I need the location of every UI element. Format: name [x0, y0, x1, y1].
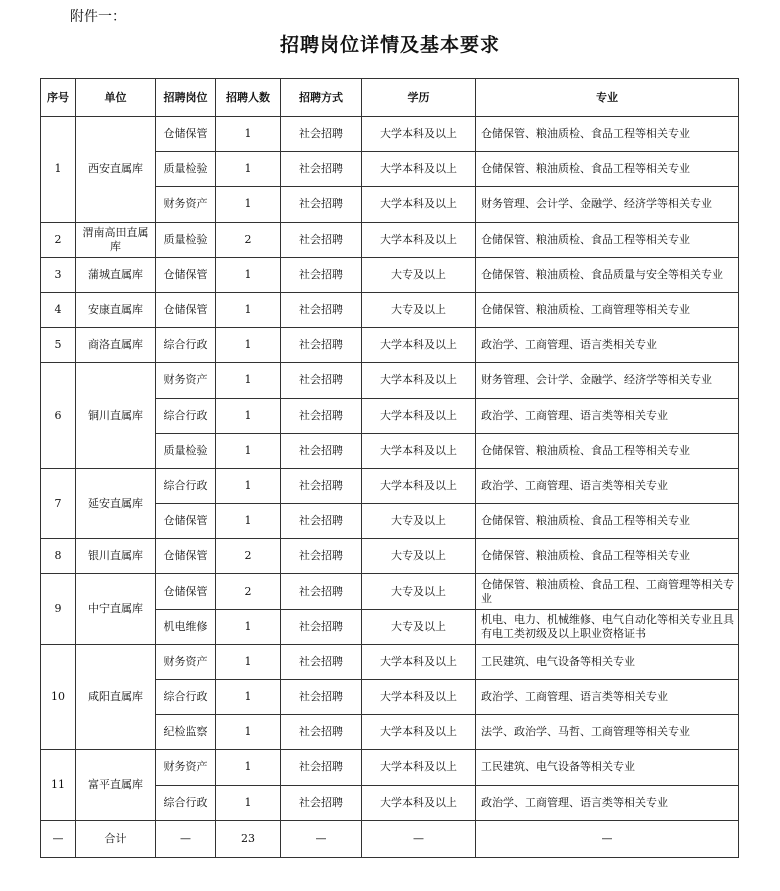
count-cell: 1: [216, 187, 281, 222]
major-cell: 工民建筑、电气设备等相关专业: [476, 750, 739, 785]
unit-no: 3: [41, 257, 76, 292]
table-row: [41, 292, 739, 327]
method-cell: 社会招聘: [281, 398, 362, 433]
major-cell: 法学、政治学、马哲、工商管理等相关专业: [476, 715, 739, 750]
major-cell: 仓储保管、粮油质检、食品工程等相关专业: [476, 539, 739, 574]
count-cell: 1: [216, 433, 281, 468]
count-cell: 1: [216, 785, 281, 820]
method-cell: 社会招聘: [281, 222, 362, 257]
header-count: 招聘人数: [216, 79, 281, 117]
table-row: [41, 117, 739, 152]
total-major: —: [476, 820, 739, 857]
education-cell: 大学本科及以上: [362, 117, 476, 152]
unit-name: 安康直属库: [76, 292, 156, 327]
count-cell: 1: [216, 152, 281, 187]
education-cell: 大学本科及以上: [362, 363, 476, 398]
post-cell: 综合行政: [156, 468, 216, 503]
major-cell: 仓储保管、粮油质检、工商管理等相关专业: [476, 292, 739, 327]
total-education: —: [362, 820, 476, 857]
unit-no: 9: [41, 574, 76, 644]
method-cell: 社会招聘: [281, 257, 362, 292]
unit-name: 渭南高田直属库: [76, 222, 156, 257]
education-cell: 大学本科及以上: [362, 433, 476, 468]
count-cell: 2: [216, 222, 281, 257]
count-cell: 1: [216, 504, 281, 539]
unit-name: 咸阳直属库: [76, 644, 156, 750]
total-row: [41, 820, 739, 857]
count-cell: 1: [216, 468, 281, 503]
count-cell: 1: [216, 257, 281, 292]
major-cell: 仓储保管、粮油质检、食品工程等相关专业: [476, 152, 739, 187]
table-header-row: [41, 79, 739, 117]
post-cell: 纪检监察: [156, 715, 216, 750]
post-cell: 财务资产: [156, 750, 216, 785]
method-cell: 社会招聘: [281, 468, 362, 503]
education-cell: 大专及以上: [362, 257, 476, 292]
education-cell: 大学本科及以上: [362, 468, 476, 503]
total-count: 23: [216, 820, 281, 857]
major-cell: 仓储保管、粮油质检、食品质量与安全等相关专业: [476, 257, 739, 292]
post-cell: 质量检验: [156, 433, 216, 468]
total-post: —: [156, 820, 216, 857]
header-post: 招聘岗位: [156, 79, 216, 117]
post-cell: 仓储保管: [156, 117, 216, 152]
major-cell: 仓储保管、粮油质检、食品工程等相关专业: [476, 433, 739, 468]
education-cell: 大学本科及以上: [362, 644, 476, 679]
post-cell: 财务资产: [156, 187, 216, 222]
unit-no: 10: [41, 644, 76, 750]
major-cell: 财务管理、会计学、金融学、经济学等相关专业: [476, 187, 739, 222]
table-row: [41, 750, 739, 785]
post-cell: 综合行政: [156, 398, 216, 433]
major-cell: 政治学、工商管理、语言类等相关专业: [476, 468, 739, 503]
unit-no: 7: [41, 468, 76, 538]
table-row: [41, 328, 739, 363]
unit-no: 1: [41, 117, 76, 223]
count-cell: 2: [216, 574, 281, 609]
total-label: 合计: [76, 820, 156, 857]
education-cell: 大学本科及以上: [362, 715, 476, 750]
method-cell: 社会招聘: [281, 433, 362, 468]
table-row: [41, 468, 739, 503]
education-cell: 大学本科及以上: [362, 750, 476, 785]
count-cell: 1: [216, 680, 281, 715]
post-cell: 机电维修: [156, 609, 216, 644]
education-cell: 大专及以上: [362, 539, 476, 574]
unit-name: 银川直属库: [76, 539, 156, 574]
post-cell: 仓储保管: [156, 257, 216, 292]
post-cell: 仓储保管: [156, 504, 216, 539]
education-cell: 大专及以上: [362, 504, 476, 539]
header-education: 学历: [362, 79, 476, 117]
education-cell: 大学本科及以上: [362, 222, 476, 257]
method-cell: 社会招聘: [281, 750, 362, 785]
count-cell: 1: [216, 750, 281, 785]
unit-no: 2: [41, 222, 76, 257]
major-cell: 政治学、工商管理、语言类相关专业: [476, 328, 739, 363]
unit-name: 延安直属库: [76, 468, 156, 538]
major-cell: 政治学、工商管理、语言类等相关专业: [476, 398, 739, 433]
count-cell: 1: [216, 117, 281, 152]
method-cell: 社会招聘: [281, 363, 362, 398]
count-cell: 2: [216, 539, 281, 574]
table-row: [41, 257, 739, 292]
major-cell: 政治学、工商管理、语言类等相关专业: [476, 785, 739, 820]
count-cell: 1: [216, 363, 281, 398]
method-cell: 社会招聘: [281, 539, 362, 574]
education-cell: 大学本科及以上: [362, 328, 476, 363]
recruitment-table: [40, 78, 739, 858]
count-cell: 1: [216, 292, 281, 327]
method-cell: 社会招聘: [281, 609, 362, 644]
post-cell: 财务资产: [156, 644, 216, 679]
header-method: 招聘方式: [281, 79, 362, 117]
header-no: 序号: [41, 79, 76, 117]
post-cell: 质量检验: [156, 152, 216, 187]
attachment-label: 附件一：: [70, 9, 126, 25]
count-cell: 1: [216, 644, 281, 679]
unit-no: 8: [41, 539, 76, 574]
education-cell: 大专及以上: [362, 292, 476, 327]
post-cell: 综合行政: [156, 680, 216, 715]
education-cell: 大学本科及以上: [362, 785, 476, 820]
post-cell: 综合行政: [156, 328, 216, 363]
major-cell: 仓储保管、粮油质检、食品工程等相关专业: [476, 504, 739, 539]
method-cell: 社会招聘: [281, 328, 362, 363]
table-row: [41, 644, 739, 679]
method-cell: 社会招聘: [281, 152, 362, 187]
unit-name: 铜川直属库: [76, 363, 156, 469]
table-row: [41, 222, 739, 257]
count-cell: 1: [216, 715, 281, 750]
table-body: [41, 117, 739, 858]
post-cell: 仓储保管: [156, 574, 216, 609]
unit-no: 4: [41, 292, 76, 327]
post-cell: 财务资产: [156, 363, 216, 398]
major-cell: 财务管理、会计学、金融学、经济学等相关专业: [476, 363, 739, 398]
total-method: —: [281, 820, 362, 857]
method-cell: 社会招聘: [281, 644, 362, 679]
unit-name: 商洛直属库: [76, 328, 156, 363]
unit-no: 11: [41, 750, 76, 820]
count-cell: 1: [216, 609, 281, 644]
method-cell: 社会招聘: [281, 574, 362, 609]
post-cell: 质量检验: [156, 222, 216, 257]
education-cell: 大专及以上: [362, 574, 476, 609]
post-cell: 综合行政: [156, 785, 216, 820]
unit-no: 6: [41, 363, 76, 469]
major-cell: 仓储保管、粮油质检、食品工程等相关专业: [476, 222, 739, 257]
unit-name: 中宁直属库: [76, 574, 156, 644]
count-cell: 1: [216, 398, 281, 433]
page-title: 招聘岗位详情及基本要求: [279, 34, 500, 56]
count-cell: 1: [216, 328, 281, 363]
major-cell: 仓储保管、粮油质检、食品工程等相关专业: [476, 117, 739, 152]
post-cell: 仓储保管: [156, 539, 216, 574]
method-cell: 社会招聘: [281, 117, 362, 152]
table-row: [41, 363, 739, 398]
education-cell: 大学本科及以上: [362, 152, 476, 187]
education-cell: 大学本科及以上: [362, 680, 476, 715]
method-cell: 社会招聘: [281, 504, 362, 539]
unit-name: 西安直属库: [76, 117, 156, 223]
method-cell: 社会招聘: [281, 680, 362, 715]
table-row: [41, 539, 739, 574]
education-cell: 大学本科及以上: [362, 187, 476, 222]
unit-name: 蒲城直属库: [76, 257, 156, 292]
major-cell: 仓储保管、粮油质检、食品工程、工商管理等相关专业: [476, 574, 739, 609]
major-cell: 政治学、工商管理、语言类等相关专业: [476, 680, 739, 715]
method-cell: 社会招聘: [281, 715, 362, 750]
unit-name: 富平直属库: [76, 750, 156, 820]
major-cell: 机电、电力、机械维修、电气自动化等相关专业且具有电工类初级及以上职业资格证书: [476, 609, 739, 644]
method-cell: 社会招聘: [281, 187, 362, 222]
education-cell: 大学本科及以上: [362, 398, 476, 433]
header-major: 专业: [476, 79, 739, 117]
total-no: —: [41, 820, 76, 857]
table-row: [41, 574, 739, 609]
major-cell: 工民建筑、电气设备等相关专业: [476, 644, 739, 679]
education-cell: 大专及以上: [362, 609, 476, 644]
unit-no: 5: [41, 328, 76, 363]
post-cell: 仓储保管: [156, 292, 216, 327]
method-cell: 社会招聘: [281, 785, 362, 820]
method-cell: 社会招聘: [281, 292, 362, 327]
header-unit: 单位: [76, 79, 156, 117]
